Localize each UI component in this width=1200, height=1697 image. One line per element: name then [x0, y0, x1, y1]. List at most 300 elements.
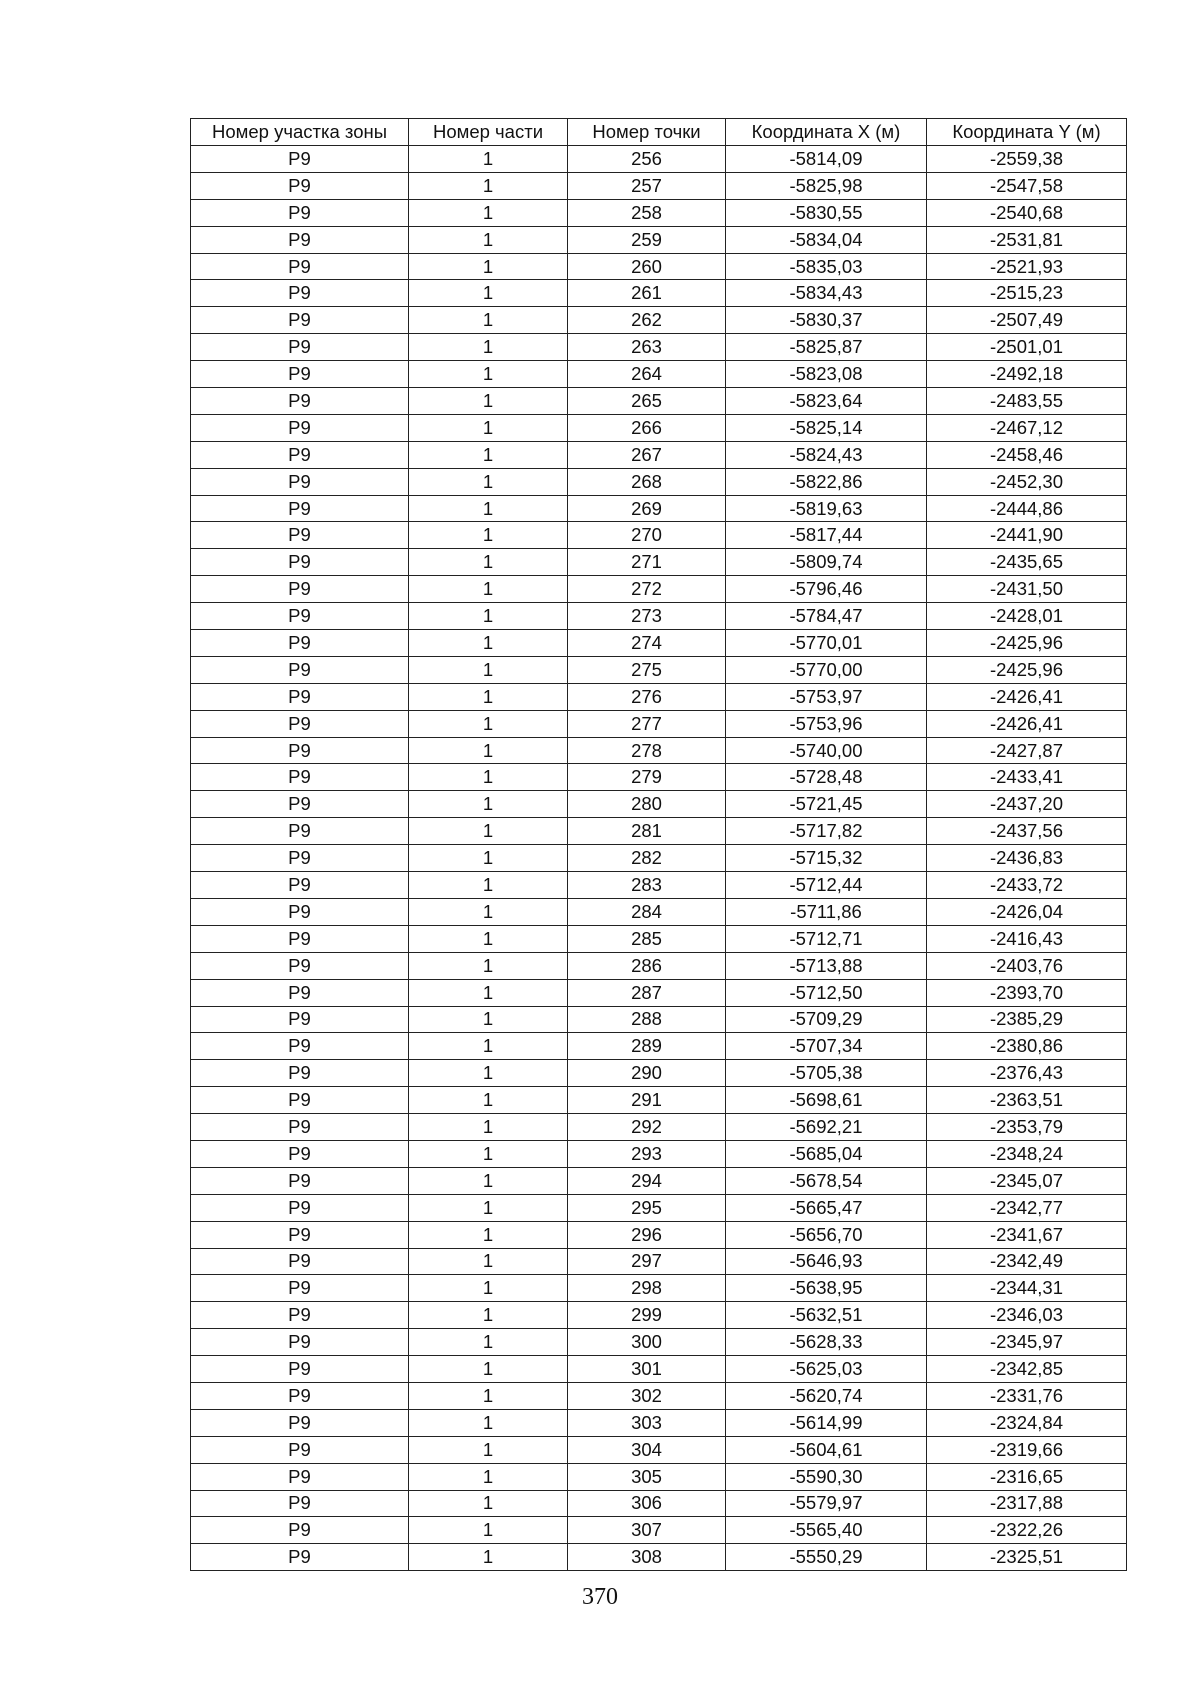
- coordinate-y-cell: -2363,51: [927, 1087, 1127, 1114]
- coordinate-x-cell: -5705,38: [726, 1060, 927, 1087]
- zone-section-cell: Р9: [191, 1221, 409, 1248]
- coordinate-y-cell: -2341,67: [927, 1221, 1127, 1248]
- zone-section-cell: Р9: [191, 414, 409, 441]
- coordinate-y-cell: -2444,86: [927, 495, 1127, 522]
- coordinate-y-cell: -2385,29: [927, 1006, 1127, 1033]
- part-number-cell: 1: [409, 414, 568, 441]
- coordinate-x-cell: -5809,74: [726, 549, 927, 576]
- coordinate-x-cell: -5770,00: [726, 656, 927, 683]
- part-number-cell: 1: [409, 1275, 568, 1302]
- part-number-cell: 1: [409, 226, 568, 253]
- part-number-cell: 1: [409, 1006, 568, 1033]
- zone-section-cell: Р9: [191, 1329, 409, 1356]
- coordinate-y-cell: -2316,65: [927, 1463, 1127, 1490]
- coordinate-y-cell: -2431,50: [927, 576, 1127, 603]
- table-row: [191, 549, 1127, 576]
- point-number-cell: 303: [568, 1409, 726, 1436]
- zone-section-cell: Р9: [191, 146, 409, 173]
- part-number-cell: 1: [409, 872, 568, 899]
- part-number-cell: 1: [409, 549, 568, 576]
- table-row: [191, 791, 1127, 818]
- coordinate-x-cell: -5712,71: [726, 925, 927, 952]
- zone-section-cell: Р9: [191, 1006, 409, 1033]
- part-number-cell: 1: [409, 764, 568, 791]
- zone-section-cell: Р9: [191, 334, 409, 361]
- zone-section-cell: Р9: [191, 307, 409, 334]
- part-number-cell: 1: [409, 1221, 568, 1248]
- coordinate-x-cell: -5823,64: [726, 388, 927, 415]
- point-number-cell: 260: [568, 253, 726, 280]
- coordinate-y-cell: -2342,85: [927, 1356, 1127, 1383]
- point-number-cell: 279: [568, 764, 726, 791]
- zone-section-cell: Р9: [191, 1033, 409, 1060]
- coordinate-y-cell: -2521,93: [927, 253, 1127, 280]
- table-row: [191, 683, 1127, 710]
- point-number-cell: 302: [568, 1382, 726, 1409]
- table-row: [191, 1275, 1127, 1302]
- coordinate-y-cell: -2437,56: [927, 818, 1127, 845]
- part-number-cell: 1: [409, 307, 568, 334]
- table-row: [191, 1114, 1127, 1141]
- table-row: [191, 1490, 1127, 1517]
- zone-section-cell: Р9: [191, 199, 409, 226]
- coordinate-y-cell: -2427,87: [927, 737, 1127, 764]
- point-number-cell: 286: [568, 952, 726, 979]
- zone-section-cell: Р9: [191, 683, 409, 710]
- part-number-cell: 1: [409, 656, 568, 683]
- point-number-cell: 290: [568, 1060, 726, 1087]
- coordinate-y-cell: -2515,23: [927, 280, 1127, 307]
- zone-section-cell: Р9: [191, 1194, 409, 1221]
- coordinate-y-cell: -2344,31: [927, 1275, 1127, 1302]
- part-number-cell: 1: [409, 441, 568, 468]
- table-row: [191, 1302, 1127, 1329]
- table-row: [191, 845, 1127, 872]
- zone-section-cell: Р9: [191, 1356, 409, 1383]
- point-number-cell: 281: [568, 818, 726, 845]
- coordinate-x-cell: -5628,33: [726, 1329, 927, 1356]
- coordinate-y-cell: -2452,30: [927, 468, 1127, 495]
- coordinate-y-cell: -2319,66: [927, 1436, 1127, 1463]
- table-row: [191, 764, 1127, 791]
- zone-section-cell: Р9: [191, 1167, 409, 1194]
- coordinate-y-cell: -2403,76: [927, 952, 1127, 979]
- zone-section-cell: Р9: [191, 818, 409, 845]
- zone-section-cell: Р9: [191, 1382, 409, 1409]
- zone-section-cell: Р9: [191, 522, 409, 549]
- coordinate-x-cell: -5550,29: [726, 1544, 927, 1571]
- coordinate-x-cell: -5834,04: [726, 226, 927, 253]
- coordinate-y-cell: -2437,20: [927, 791, 1127, 818]
- table-row: [191, 388, 1127, 415]
- point-number-cell: 268: [568, 468, 726, 495]
- table-row: [191, 1006, 1127, 1033]
- table-row: [191, 226, 1127, 253]
- coordinate-y-cell: -2483,55: [927, 388, 1127, 415]
- coordinate-x-cell: -5579,97: [726, 1490, 927, 1517]
- coordinate-x-cell: -5825,14: [726, 414, 927, 441]
- coordinate-x-cell: -5638,95: [726, 1275, 927, 1302]
- part-number-cell: 1: [409, 818, 568, 845]
- part-number-cell: 1: [409, 791, 568, 818]
- point-number-cell: 293: [568, 1140, 726, 1167]
- header-coordinate-y: Координата Y (м): [927, 119, 1127, 146]
- coordinate-y-cell: -2547,58: [927, 172, 1127, 199]
- part-number-cell: 1: [409, 1329, 568, 1356]
- point-number-cell: 288: [568, 1006, 726, 1033]
- part-number-cell: 1: [409, 1409, 568, 1436]
- zone-section-cell: Р9: [191, 1087, 409, 1114]
- part-number-cell: 1: [409, 710, 568, 737]
- coordinate-y-cell: -2441,90: [927, 522, 1127, 549]
- table-row: [191, 1087, 1127, 1114]
- part-number-cell: 1: [409, 495, 568, 522]
- coordinate-y-cell: -2331,76: [927, 1382, 1127, 1409]
- coordinate-y-cell: -2426,04: [927, 898, 1127, 925]
- table-row: [191, 1517, 1127, 1544]
- zone-section-cell: Р9: [191, 630, 409, 657]
- point-number-cell: 266: [568, 414, 726, 441]
- point-number-cell: 292: [568, 1114, 726, 1141]
- coordinate-x-cell: -5825,98: [726, 172, 927, 199]
- point-number-cell: 301: [568, 1356, 726, 1383]
- table-row: [191, 1382, 1127, 1409]
- part-number-cell: 1: [409, 253, 568, 280]
- part-number-cell: 1: [409, 1140, 568, 1167]
- table-row: [191, 710, 1127, 737]
- zone-section-cell: Р9: [191, 1409, 409, 1436]
- table-row: [191, 1033, 1127, 1060]
- part-number-cell: 1: [409, 146, 568, 173]
- table-row: [191, 1463, 1127, 1490]
- table-row: [191, 1221, 1127, 1248]
- coordinate-y-cell: -2322,26: [927, 1517, 1127, 1544]
- zone-section-cell: Р9: [191, 1544, 409, 1571]
- zone-section-cell: Р9: [191, 1060, 409, 1087]
- coordinate-x-cell: -5713,88: [726, 952, 927, 979]
- part-number-cell: 1: [409, 1087, 568, 1114]
- coordinate-y-cell: -2492,18: [927, 361, 1127, 388]
- zone-section-cell: Р9: [191, 1436, 409, 1463]
- coordinate-x-cell: -5753,96: [726, 710, 927, 737]
- coordinate-y-cell: -2501,01: [927, 334, 1127, 361]
- point-number-cell: 283: [568, 872, 726, 899]
- table-row: [191, 280, 1127, 307]
- table-row: [191, 334, 1127, 361]
- coordinate-x-cell: -5620,74: [726, 1382, 927, 1409]
- table-row: [191, 441, 1127, 468]
- coordinate-x-cell: -5770,01: [726, 630, 927, 657]
- coordinate-x-cell: -5604,61: [726, 1436, 927, 1463]
- coordinate-x-cell: -5823,08: [726, 361, 927, 388]
- zone-section-cell: Р9: [191, 1140, 409, 1167]
- part-number-cell: 1: [409, 1544, 568, 1571]
- part-number-cell: 1: [409, 576, 568, 603]
- zone-section-cell: Р9: [191, 1517, 409, 1544]
- point-number-cell: 299: [568, 1302, 726, 1329]
- coordinate-y-cell: -2345,07: [927, 1167, 1127, 1194]
- coordinate-x-cell: -5712,50: [726, 979, 927, 1006]
- table-row: [191, 1356, 1127, 1383]
- point-number-cell: 307: [568, 1517, 726, 1544]
- coordinate-x-cell: -5825,87: [726, 334, 927, 361]
- table-header-row: [191, 119, 1127, 146]
- part-number-cell: 1: [409, 199, 568, 226]
- point-number-cell: 275: [568, 656, 726, 683]
- point-number-cell: 296: [568, 1221, 726, 1248]
- coordinate-y-cell: -2346,03: [927, 1302, 1127, 1329]
- coordinate-x-cell: -5698,61: [726, 1087, 927, 1114]
- zone-section-cell: Р9: [191, 1463, 409, 1490]
- coordinate-x-cell: -5711,86: [726, 898, 927, 925]
- point-number-cell: 300: [568, 1329, 726, 1356]
- point-number-cell: 257: [568, 172, 726, 199]
- table-row: [191, 979, 1127, 1006]
- table-row: [191, 1409, 1127, 1436]
- point-number-cell: 291: [568, 1087, 726, 1114]
- coordinate-x-cell: -5819,63: [726, 495, 927, 522]
- table-row: [191, 522, 1127, 549]
- zone-section-cell: Р9: [191, 656, 409, 683]
- coordinate-y-cell: -2458,46: [927, 441, 1127, 468]
- coordinate-y-cell: -2342,49: [927, 1248, 1127, 1275]
- point-number-cell: 308: [568, 1544, 726, 1571]
- part-number-cell: 1: [409, 1060, 568, 1087]
- coordinate-x-cell: -5712,44: [726, 872, 927, 899]
- coordinate-y-cell: -2393,70: [927, 979, 1127, 1006]
- table-row: [191, 199, 1127, 226]
- point-number-cell: 274: [568, 630, 726, 657]
- zone-section-cell: Р9: [191, 845, 409, 872]
- table-row: [191, 630, 1127, 657]
- coordinate-y-cell: -2380,86: [927, 1033, 1127, 1060]
- coordinate-x-cell: -5646,93: [726, 1248, 927, 1275]
- coordinate-y-cell: -2435,65: [927, 549, 1127, 576]
- zone-section-cell: Р9: [191, 280, 409, 307]
- point-number-cell: 263: [568, 334, 726, 361]
- table-row: [191, 656, 1127, 683]
- coordinate-y-cell: -2348,24: [927, 1140, 1127, 1167]
- coordinate-y-cell: -2345,97: [927, 1329, 1127, 1356]
- part-number-cell: 1: [409, 388, 568, 415]
- zone-section-cell: Р9: [191, 1490, 409, 1517]
- table-row: [191, 952, 1127, 979]
- coordinate-y-cell: -2428,01: [927, 603, 1127, 630]
- coordinate-y-cell: -2507,49: [927, 307, 1127, 334]
- table-row: [191, 414, 1127, 441]
- coordinate-y-cell: -2325,51: [927, 1544, 1127, 1571]
- table-row: [191, 307, 1127, 334]
- part-number-cell: 1: [409, 1382, 568, 1409]
- part-number-cell: 1: [409, 1167, 568, 1194]
- table-row: [191, 576, 1127, 603]
- zone-section-cell: Р9: [191, 441, 409, 468]
- part-number-cell: 1: [409, 1517, 568, 1544]
- zone-section-cell: Р9: [191, 737, 409, 764]
- coordinate-x-cell: -5715,32: [726, 845, 927, 872]
- point-number-cell: 272: [568, 576, 726, 603]
- table-row: [191, 1167, 1127, 1194]
- part-number-cell: 1: [409, 683, 568, 710]
- point-number-cell: 258: [568, 199, 726, 226]
- part-number-cell: 1: [409, 1436, 568, 1463]
- coordinate-y-cell: -2425,96: [927, 630, 1127, 657]
- header-coordinate-x: Координата X (м): [726, 119, 927, 146]
- point-number-cell: 298: [568, 1275, 726, 1302]
- zone-section-cell: Р9: [191, 898, 409, 925]
- table-row: [191, 925, 1127, 952]
- coordinate-x-cell: -5834,43: [726, 280, 927, 307]
- coordinate-x-cell: -5824,43: [726, 441, 927, 468]
- coordinate-x-cell: -5835,03: [726, 253, 927, 280]
- coordinate-y-cell: -2436,83: [927, 845, 1127, 872]
- point-number-cell: 262: [568, 307, 726, 334]
- point-number-cell: 282: [568, 845, 726, 872]
- point-number-cell: 284: [568, 898, 726, 925]
- header-point-number: Номер точки: [568, 119, 726, 146]
- zone-section-cell: Р9: [191, 468, 409, 495]
- coordinate-y-cell: -2376,43: [927, 1060, 1127, 1087]
- table-row: [191, 603, 1127, 630]
- zone-section-cell: Р9: [191, 1248, 409, 1275]
- coordinate-x-cell: -5632,51: [726, 1302, 927, 1329]
- part-number-cell: 1: [409, 1194, 568, 1221]
- zone-section-cell: Р9: [191, 1302, 409, 1329]
- zone-section-cell: Р9: [191, 952, 409, 979]
- zone-section-cell: Р9: [191, 388, 409, 415]
- point-number-cell: 278: [568, 737, 726, 764]
- coordinate-y-cell: -2531,81: [927, 226, 1127, 253]
- zone-section-cell: Р9: [191, 253, 409, 280]
- zone-section-cell: Р9: [191, 1114, 409, 1141]
- coordinate-y-cell: -2317,88: [927, 1490, 1127, 1517]
- zone-section-cell: Р9: [191, 791, 409, 818]
- part-number-cell: 1: [409, 898, 568, 925]
- part-number-cell: 1: [409, 979, 568, 1006]
- coordinate-x-cell: -5678,54: [726, 1167, 927, 1194]
- table-row: [191, 1329, 1127, 1356]
- part-number-cell: 1: [409, 737, 568, 764]
- part-number-cell: 1: [409, 1356, 568, 1383]
- table-row: [191, 898, 1127, 925]
- coordinate-y-cell: -2426,41: [927, 710, 1127, 737]
- point-number-cell: 295: [568, 1194, 726, 1221]
- zone-section-cell: Р9: [191, 925, 409, 952]
- zone-section-cell: Р9: [191, 226, 409, 253]
- zone-section-cell: Р9: [191, 172, 409, 199]
- coordinate-y-cell: -2425,96: [927, 656, 1127, 683]
- header-part-number: Номер части: [409, 119, 568, 146]
- part-number-cell: 1: [409, 361, 568, 388]
- zone-section-cell: Р9: [191, 549, 409, 576]
- point-number-cell: 294: [568, 1167, 726, 1194]
- page-number: 370: [582, 1584, 618, 1610]
- table-row: [191, 818, 1127, 845]
- zone-section-cell: Р9: [191, 979, 409, 1006]
- coordinate-x-cell: -5656,70: [726, 1221, 927, 1248]
- point-number-cell: 304: [568, 1436, 726, 1463]
- table-row: [191, 1140, 1127, 1167]
- point-number-cell: 259: [568, 226, 726, 253]
- table-row: [191, 1060, 1127, 1087]
- zone-section-cell: Р9: [191, 764, 409, 791]
- coordinate-x-cell: -5721,45: [726, 791, 927, 818]
- coordinate-x-cell: -5796,46: [726, 576, 927, 603]
- point-number-cell: 305: [568, 1463, 726, 1490]
- table-row: [191, 872, 1127, 899]
- part-number-cell: 1: [409, 952, 568, 979]
- part-number-cell: 1: [409, 334, 568, 361]
- coordinate-x-cell: -5685,04: [726, 1140, 927, 1167]
- coordinate-x-cell: -5717,82: [726, 818, 927, 845]
- table-row: [191, 172, 1127, 199]
- coordinate-y-cell: -2324,84: [927, 1409, 1127, 1436]
- point-number-cell: 280: [568, 791, 726, 818]
- point-number-cell: 270: [568, 522, 726, 549]
- coordinate-x-cell: -5565,40: [726, 1517, 927, 1544]
- table-row: [191, 1544, 1127, 1571]
- point-number-cell: 267: [568, 441, 726, 468]
- coordinate-x-cell: -5753,97: [726, 683, 927, 710]
- table-row: [191, 253, 1127, 280]
- point-number-cell: 285: [568, 925, 726, 952]
- part-number-cell: 1: [409, 845, 568, 872]
- part-number-cell: 1: [409, 603, 568, 630]
- table-body: [191, 146, 1127, 1571]
- coordinate-x-cell: -5822,86: [726, 468, 927, 495]
- coordinate-y-cell: -2353,79: [927, 1114, 1127, 1141]
- point-number-cell: 277: [568, 710, 726, 737]
- zone-section-cell: Р9: [191, 361, 409, 388]
- coordinate-x-cell: -5590,30: [726, 1463, 927, 1490]
- part-number-cell: 1: [409, 1490, 568, 1517]
- point-number-cell: 261: [568, 280, 726, 307]
- coordinate-x-cell: -5614,99: [726, 1409, 927, 1436]
- zone-section-cell: Р9: [191, 603, 409, 630]
- point-number-cell: 256: [568, 146, 726, 173]
- zone-section-cell: Р9: [191, 1275, 409, 1302]
- table-row: [191, 1194, 1127, 1221]
- part-number-cell: 1: [409, 1302, 568, 1329]
- table-row: [191, 468, 1127, 495]
- coordinate-y-cell: -2416,43: [927, 925, 1127, 952]
- coordinate-y-cell: -2433,72: [927, 872, 1127, 899]
- part-number-cell: 1: [409, 630, 568, 657]
- point-number-cell: 289: [568, 1033, 726, 1060]
- coordinates-table: [190, 118, 1127, 1571]
- part-number-cell: 1: [409, 1033, 568, 1060]
- part-number-cell: 1: [409, 468, 568, 495]
- coordinate-x-cell: -5709,29: [726, 1006, 927, 1033]
- zone-section-cell: Р9: [191, 576, 409, 603]
- coordinate-x-cell: -5707,34: [726, 1033, 927, 1060]
- table-row: [191, 146, 1127, 173]
- zone-section-cell: Р9: [191, 872, 409, 899]
- part-number-cell: 1: [409, 522, 568, 549]
- coordinate-x-cell: -5665,47: [726, 1194, 927, 1221]
- coordinate-x-cell: -5728,48: [726, 764, 927, 791]
- part-number-cell: 1: [409, 1114, 568, 1141]
- coordinate-x-cell: -5740,00: [726, 737, 927, 764]
- table-row: [191, 1248, 1127, 1275]
- point-number-cell: 269: [568, 495, 726, 522]
- point-number-cell: 273: [568, 603, 726, 630]
- table-row: [191, 495, 1127, 522]
- part-number-cell: 1: [409, 280, 568, 307]
- coordinate-x-cell: -5784,47: [726, 603, 927, 630]
- coordinate-x-cell: -5692,21: [726, 1114, 927, 1141]
- coordinate-y-cell: -2540,68: [927, 199, 1127, 226]
